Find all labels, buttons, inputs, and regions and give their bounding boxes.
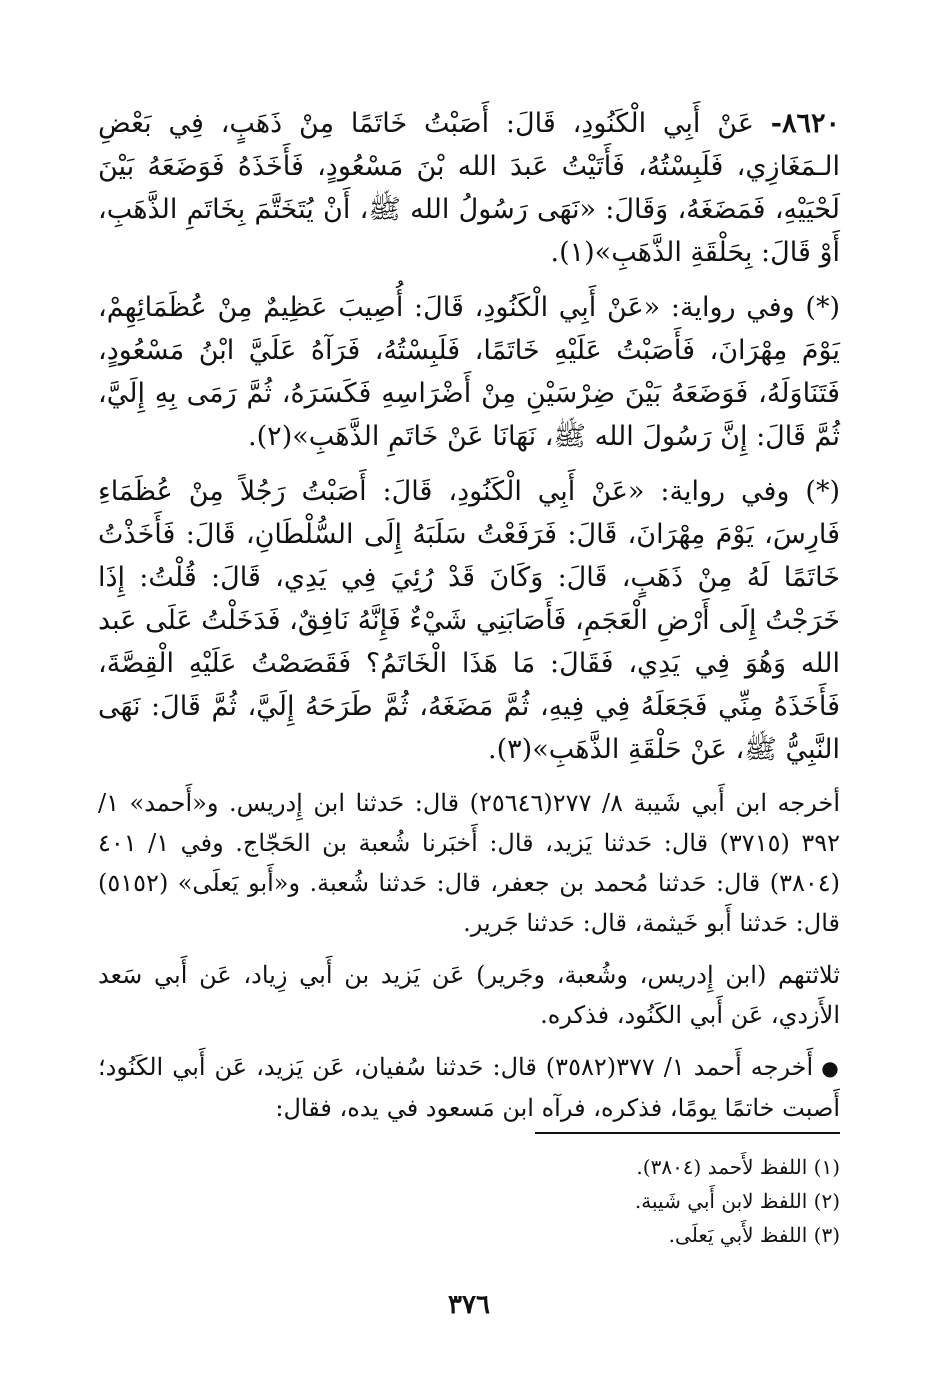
footnote-1: (١) اللفظ لأَحمد (٣٨٠٤).	[636, 1155, 840, 1179]
narration-variant-2: (*) وفي رواية: «عَنْ أَبِي الْكَنُودِ، قَالَ: أَصَبْتُ رَجُلاً مِنْ عُظَمَاءِ فَارِسَ، يَوْمَ مِهْرَانَ، قَالَ: فَرَفَعْتُ سَلَبَهُ إِلَى السُّلْطَانِ، قَالَ: فَأَخَذْتُ خَاتَمًا لَهُ مِنْ ذَهَبٍ، قَالَ: وَكَانَ قَدْ رُئِيَ فِي يَدِي، قَالَ: قُلْتُ: إِذَا خَرَجْتُ إِلَى أَرْضِ الْعَجَمِ، فَأَصَابَنِي شَيْءٌ فَإِنَّهُ نَافِقٌ، فَدَخَلْتُ عَلَى عَبد الله وَهُوَ فِي يَدِي، فَقَالَ: مَا هَذَا الْخَاتَمُ؟ فَقَصَصْتُ عَلَيْهِ الْقِصَّةَ، فَأَخَذَهُ مِنِّي فَجَعَلَهُ فِي فِيهِ، ثُمَّ مَضَغَهُ، ثُمَّ طَرَحَهُ إِلَيَّ، ثُمَّ قَالَ: نَهَى النَّبِيُّ ﷺ، عَنْ حَلْقَةِ الذَّهَبِ»(٣).	[98, 476, 840, 765]
footnote-divider	[535, 1132, 840, 1134]
page-number: ٣٧٦	[448, 1290, 490, 1320]
chain-summary: ثلاثتهم (ابن إِدريس، وشُعبة، وجَرير) عَن يَزيد بن أَبي زِياد، عَن أَبي سَعد الأَزدي، عَن أَبي الكَنُود، فذكره.	[98, 961, 840, 1029]
hadith-paragraph	[98, 102, 840, 274]
narration-variant-1: (*) وفي رواية: «عَنْ أَبِي الْكَنُودِ، قَالَ: أُصِيبَ عَظِيمٌ مِنْ عُظَمَائِهِمْ، يَوْمَ مِهْرَانَ، فَأَصَبْتُ عَلَيْهِ خَاتَمًا، فَلَبِسْتُهُ، فَرَآهُ عَلَيَّ ابْنُ مَسْعُودٍ، فَتَنَاوَلَهُ، فَوَضَعَهُ بَيْنَ ضِرْسَيْنِ مِنْ أَضْرَاسِهِ فَكَسَرَهُ، ثُمَّ رَمَى بِهِ إِلَيَّ، ثُمَّ قَالَ: إِنَّ رَسُولَ الله ﷺ، نَهَانَا عَنْ خَاتَمِ الذَّهَبِ»(٢).	[98, 292, 840, 452]
hadith-text: عَنْ أَبِي الْكَنُودِ، قَالَ: أَصَبْتُ خَاتَمًا مِنْ ذَهَبٍ، فِي بَعْضِ الـمَغَازِي، فَلَبِسْتُهُ، فَأَتَيْتُ عَبدَ الله بْنَ مَسْعُودٍ، فَأَخَذَهُ فَوَضَعَهُ بَيْنَ لَحْيَيْهِ، فَمَضَغَهُ، وَقَالَ: «نَهَى رَسُولُ الله ﷺ، أَنْ يُتَخَتَّمَ بِخَاتَمِ الذَّهَبِ، أَوْ قَالَ: بِحَلْقَةِ الذَّهَبِ»(١).	[98, 108, 840, 268]
footnotes	[98, 1150, 840, 1252]
takhrij-paragraph: أخرجه ابن أَبي شَيبة ٨/ ٢٧٧(٢٥٦٤٦) قال: حَدثنا ابن إِدريس. و«أَحمد» ١/ ٣٩٢ (٣٧١٥) قال: حَدثنا يَزيد، قال: أَخبَرنا شُعبة بن الحَجّاج. وفي ١/ ٤٠١ (٣٨٠٤) قال: حَدثنا مُحمد بن جعفر، قال: حَدثنا شُعبة. و«أَبو يَعلَى» (٥١٥٢) قال: حَدثنا أَبو خَيثمة، قال: حَدثنا جَرير.	[98, 789, 840, 937]
additional-takhrij	[98, 1047, 840, 1128]
main-text	[98, 102, 840, 1140]
bullet-icon: ●	[821, 1056, 841, 1080]
hadith-number: ٨٦٢٠-	[770, 108, 840, 139]
footnote-2: (٢) اللفظ لابن أَبي شَيبة.	[634, 1189, 840, 1213]
additional-takhrij-text: أَخرجه أَحمد ١/ ٣٧٧(٣٥٨٢) قال: حَدثنا سُفيان، عَن يَزيد، عَن أَبي الكَنُود؛ أَصبت خاتمًا يومًا، فذكره، فرآه ابن مَسعود في يده، فقال:	[98, 1053, 840, 1122]
footnote-3: (٣) اللفظ لأَبي يَعلَى.	[668, 1223, 840, 1247]
